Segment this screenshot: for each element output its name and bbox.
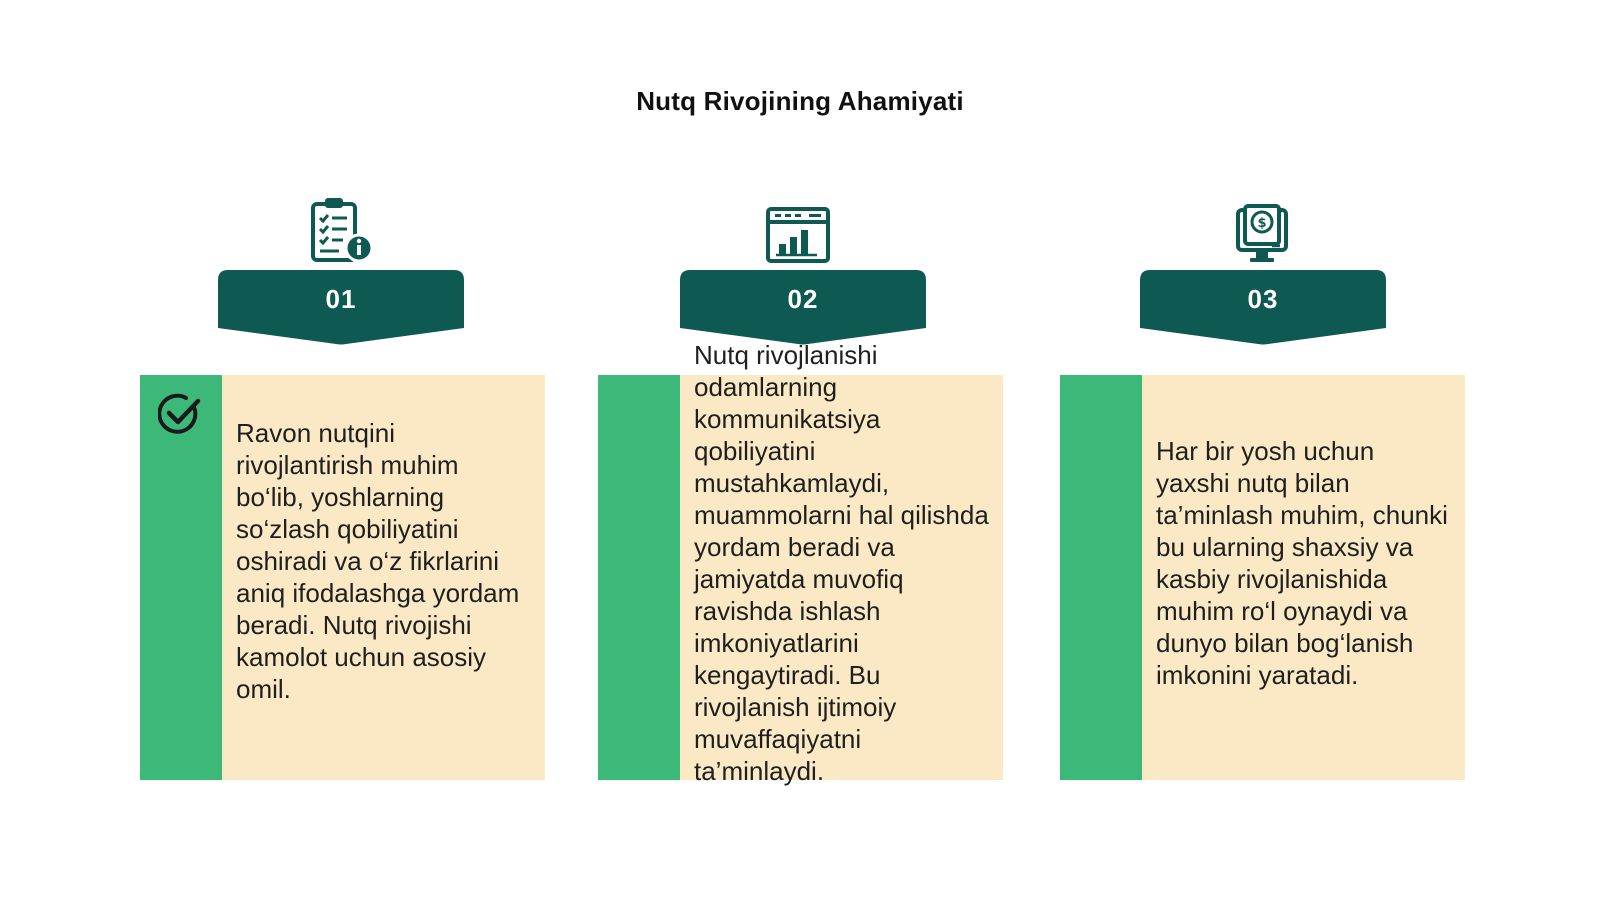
card-body-03 xyxy=(1142,375,1465,780)
card-stripe-03 xyxy=(1060,375,1142,780)
clipboard-checklist-info-icon xyxy=(309,196,375,264)
card-text-02: Nutq rivojlanishi odamlarning kommunikatsiya qobiliyatini mustahkamlaydi, muammolarni hal qilishda yordam beradi va jamiyatda muvofiq ravishda ishlash imkoniyatlarini kengaytiradi. Bu rivojlanish ijtimoiy muvaffaqiyatni ta’minlaydi. xyxy=(694,340,989,786)
badge-01 xyxy=(218,270,464,350)
card-stripe-01 xyxy=(140,375,222,780)
badge-02 xyxy=(680,270,926,350)
card-03 xyxy=(1060,375,1465,780)
browser-bar-chart-icon xyxy=(765,206,831,264)
card-01 xyxy=(140,375,545,780)
badge-number-03: 03 xyxy=(1247,284,1279,314)
column-02-icon-wrap xyxy=(596,188,1000,264)
page-title: Nutq Rivojining Ahamiyati xyxy=(636,86,964,116)
badge-number-02: 02 xyxy=(787,284,819,314)
card-02 xyxy=(598,340,1003,786)
monitor-dollar-icon xyxy=(1234,204,1290,264)
card-text-01: Ravon nutqini rivojlantirish muhim bo‘lib, yoshlarning so‘zlash qobiliyatini oshiradi va o‘z fikrlarini aniq ifodalashga yordam beradi. Nutq rivojishi kamolot uchun asosiy omil. xyxy=(236,418,520,704)
card-text-03: Har bir yosh uchun yaxshi nutq bilan ta’minlash muhim, chunki bu ularning shaxsiy va kasbiy rivojlanishida muhim ro‘l oynaydi va dunyo bilan bog‘lanish imkonini yaratadi. xyxy=(1156,436,1448,690)
card-body-02 xyxy=(680,340,1003,786)
card-stripe-02 xyxy=(598,375,680,780)
check-circle-icon xyxy=(158,393,202,440)
badge-03 xyxy=(1140,270,1386,350)
svg-text:$: $ xyxy=(1257,216,1267,231)
badge-number-01: 01 xyxy=(325,284,357,314)
card-body-01 xyxy=(222,375,545,780)
column-03-icon-wrap xyxy=(1060,188,1464,264)
column-01-icon-wrap xyxy=(140,188,544,264)
